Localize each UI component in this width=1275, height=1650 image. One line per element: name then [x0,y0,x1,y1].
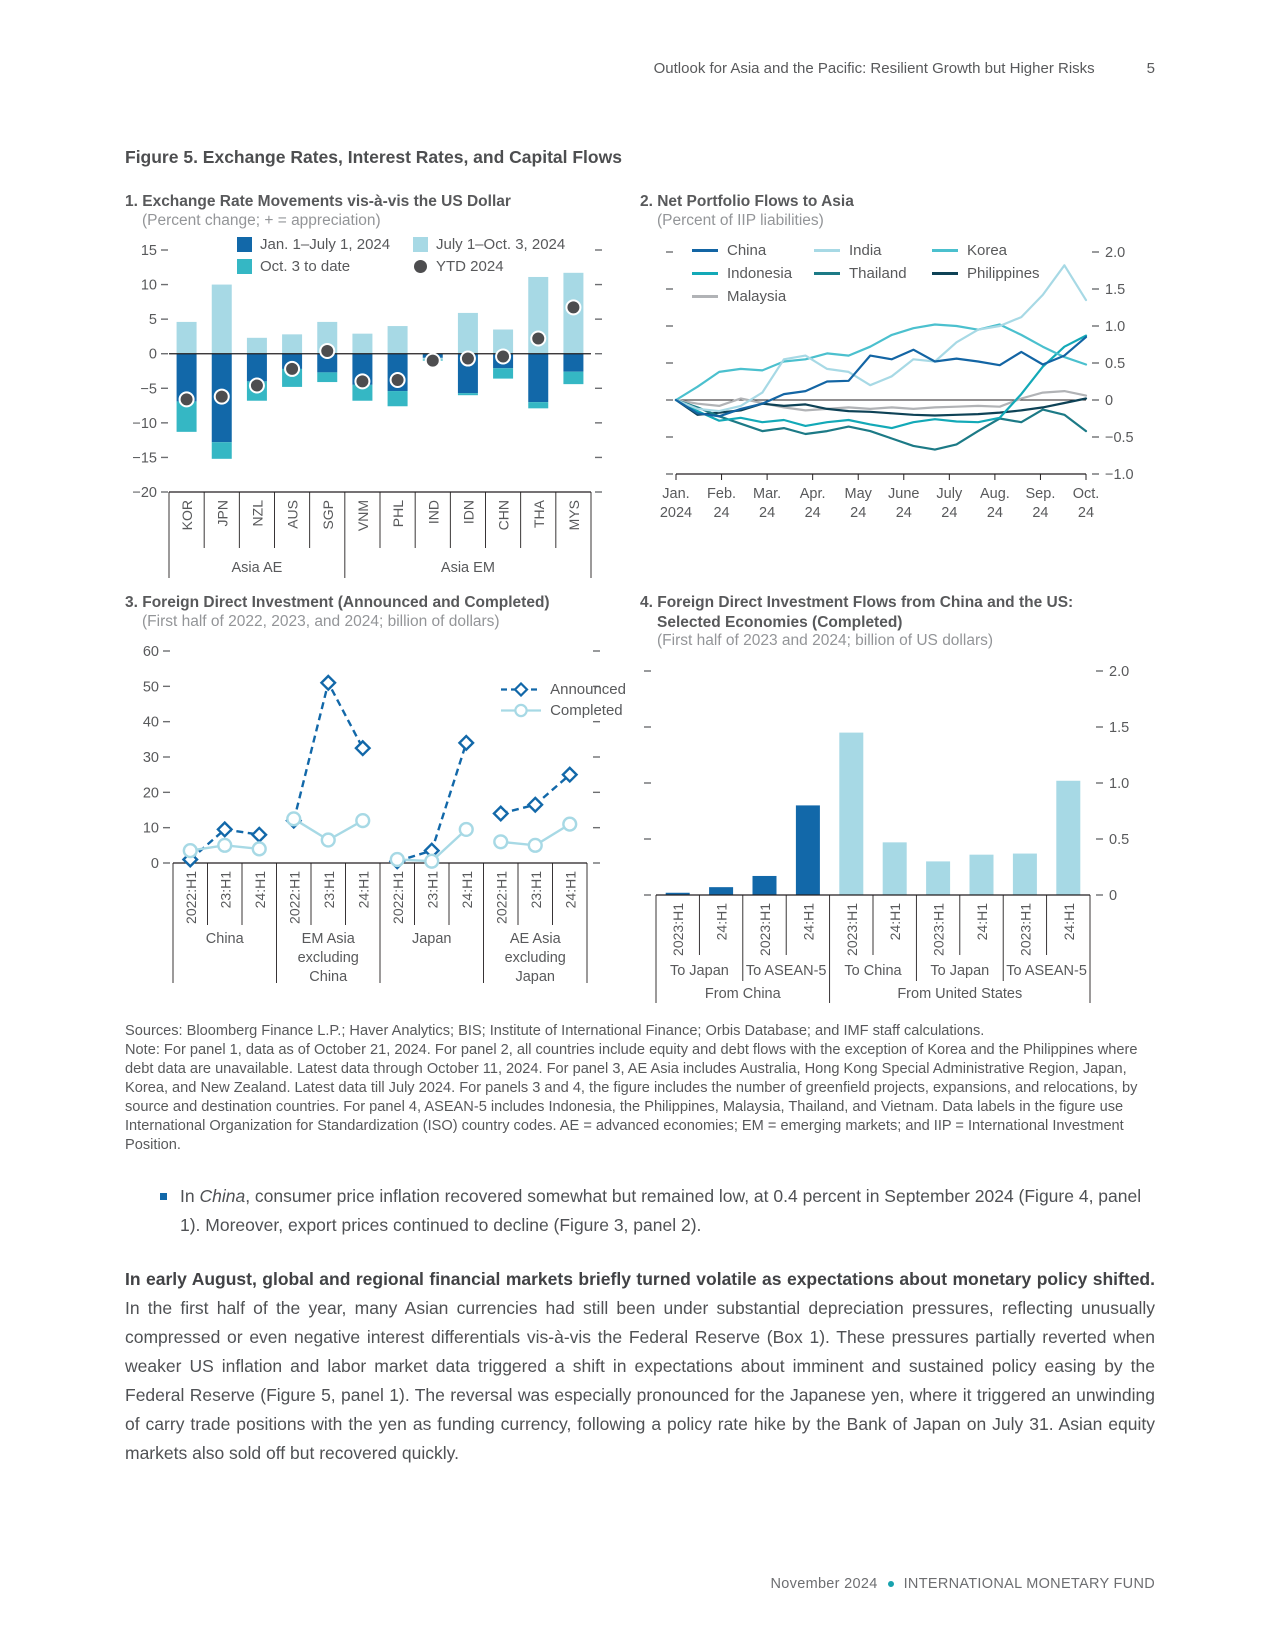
svg-text:CHN: CHN [495,500,512,531]
svg-text:IND: IND [425,500,442,525]
svg-text:Apr.: Apr. [799,486,826,502]
svg-text:2022:H1: 2022:H1 [389,871,406,924]
figure-title: Figure 5. Exchange Rates, Interest Rates, and Capital Flows [125,147,622,167]
svg-text:2.0: 2.0 [1109,664,1130,681]
svg-text:−1.0: −1.0 [1105,467,1134,483]
svg-text:23:H1: 23:H1 [217,871,234,909]
legend-swatch-light-blue [413,237,428,252]
page-number: 5 [1146,60,1155,77]
svg-text:excluding: excluding [297,950,359,966]
svg-text:KOR: KOR [179,500,196,531]
panel1-legend [237,234,565,277]
legend-line-indonesia [692,272,718,275]
svg-text:Sep.: Sep. [1025,486,1056,502]
svg-text:THA: THA [530,500,547,528]
completed-marker-icon [500,703,542,718]
footer-dot-icon [888,1581,894,1587]
svg-text:To China: To China [844,963,902,980]
svg-text:Oct.: Oct. [1072,486,1100,502]
svg-text:2023:H1: 2023:H1 [670,903,687,957]
svg-text:excluding: excluding [504,950,566,966]
svg-text:China: China [205,931,244,947]
announced-marker-icon [500,682,542,697]
svg-text:From United States: From United States [897,986,1023,1003]
panel1-subtitle: (Percent change; + = appreciation) [142,211,381,229]
svg-text:To Japan: To Japan [930,963,990,980]
svg-text:From China: From China [704,986,781,1003]
legend-label: YTD 2024 [436,258,504,275]
panel3-legend [500,679,626,721]
svg-text:1.5: 1.5 [1109,720,1130,737]
svg-text:24: 24 [895,505,912,521]
svg-text:24: 24 [986,505,1003,521]
svg-text:SGP: SGP [319,500,336,530]
bullet-item [125,1182,1155,1240]
svg-text:24: 24 [850,505,867,521]
svg-text:NZL: NZL [249,500,266,527]
svg-text:15: 15 [140,243,157,259]
svg-text:1.0: 1.0 [1105,319,1126,335]
svg-text:To ASEAN-5: To ASEAN-5 [745,963,827,980]
svg-text:2024: 2024 [659,505,693,521]
panel2-legend [692,240,1040,307]
svg-text:20: 20 [142,785,159,802]
svg-text:−0.5: −0.5 [1105,430,1134,446]
svg-text:Feb.: Feb. [707,486,737,502]
svg-text:2023:H1: 2023:H1 [843,903,860,957]
bullet-text: In China, consumer price inflation recovered somewhat but remained low, at 0.4 percent in September 2024 (Figure 4, panel 1). Moreover, export prices continued to decline (Figure 3, panel 2). [180,1186,1142,1236]
svg-text:24: 24 [1032,505,1049,521]
svg-text:0: 0 [150,856,159,872]
legend-swatch-dark-blue [237,237,252,252]
panel4-title-line2: Selected Economies (Completed) [657,613,903,631]
svg-text:60: 60 [142,644,159,660]
panel3-subtitle: (First half of 2022, 2023, and 2024; billion of dollars) [142,612,500,630]
page-header [125,0,1155,77]
svg-text:10: 10 [142,820,159,837]
legend-label: Oct. 3 to date [260,258,351,275]
svg-text:June: June [888,486,920,502]
svg-text:0: 0 [1105,393,1114,409]
panel4-subtitle: (First half of 2023 and 2024; billion of US dollars) [657,632,994,650]
svg-text:2023:H1: 2023:H1 [757,903,773,957]
svg-text:10: 10 [140,277,157,294]
paragraph-bold-lead: In early August, global and regional financial markets briefly turned volatile as expectations about monetary policy shifted. [125,1269,1155,1290]
svg-text:24: 24 [1077,505,1095,521]
figure-notes [125,1022,1155,1155]
svg-text:Asia AE: Asia AE [231,560,283,576]
svg-text:PHL: PHL [390,500,407,528]
legend-label: India [849,242,882,259]
legend-line-korea [932,249,958,252]
svg-text:AE Asia: AE Asia [509,931,561,947]
legend-line-india [814,249,840,252]
legend-swatch-teal [237,259,252,274]
svg-text:2022:H1: 2022:H1 [493,871,510,924]
legend-label: Malaysia [727,288,787,305]
panel4-title-line1: 4. Foreign Direct Investment Flows from China and the US: [640,594,1074,611]
svg-text:2022:H1: 2022:H1 [182,871,199,924]
panel2-subtitle: (Percent of IIP liabilities) [657,211,824,229]
svg-text:2023:H1: 2023:H1 [1017,903,1034,957]
svg-text:23:H1: 23:H1 [527,871,544,909]
legend-line-thailand [814,272,840,275]
footer-date: November 2024 [770,1576,878,1592]
svg-text:23:H1: 23:H1 [424,871,441,909]
svg-text:−5: −5 [140,381,157,398]
panel-net-portfolio-flows [640,192,1155,593]
svg-text:−15: −15 [132,450,157,467]
svg-text:5: 5 [148,312,157,329]
svg-text:IDN: IDN [460,500,477,525]
svg-text:Japan: Japan [515,969,556,985]
svg-text:Aug.: Aug. [979,486,1010,502]
legend-dot-icon [414,260,427,273]
svg-text:July: July [936,486,963,502]
svg-text:24: 24 [804,505,821,521]
legend-label: Thailand [849,265,907,282]
svg-text:MYS: MYS [565,500,582,531]
svg-text:24:H1: 24:H1 [458,871,475,909]
panel-fdi-flows-china-us [640,593,1155,1010]
svg-text:May: May [844,486,872,502]
body-paragraph [125,1265,1155,1468]
running-head: Outlook for Asia and the Pacific: Resilient Growth but Higher Risks [653,60,1095,77]
svg-text:2022:H1: 2022:H1 [286,871,303,924]
panel4-title [640,593,1155,632]
legend-label: Korea [967,242,1008,259]
svg-text:30: 30 [142,750,159,766]
svg-text:24:H1: 24:H1 [887,903,904,941]
svg-text:50: 50 [142,679,159,696]
note-text: Note: For panel 1, data as of October 21, 2024. For panel 2, all countries include equity and debt flows with the exception of Korea and the Philippines where debt data are unavailable. Latest data through October 11, 2024. For panel 3, AE Asia includes Australia, Hong Kong Special Administrative Region, Japan, Korea, and New Zealand. Latest data till July 2024. For panels 3 and 4, the figure includes the number of greenfield projects, expansions, and relocations, by source and destination countries. For panel 4, ASEAN-5 includes Indonesia, the Philippines, Malaysia, Thailand, and Vietnam. Data labels in the figure use International Organization for Standardization (ISO) country codes. AE = advanced economies; EM = emerging markets; and IIP = International Investment Position. [125,1042,1138,1154]
svg-text:Mar.: Mar. [753,486,782,502]
legend-line-china [692,249,718,252]
fdi-flows-bar-chart [640,651,1155,1005]
panel2-title: 2. Net Portfolio Flows to Asia [640,193,854,210]
svg-text:24:H1: 24:H1 [355,871,372,909]
svg-text:23:H1: 23:H1 [320,871,337,909]
svg-text:JPN: JPN [214,500,231,527]
figure-panels-grid [125,192,1155,1010]
svg-text:0.5: 0.5 [1109,832,1130,849]
legend-label: China [727,242,767,259]
legend-label: Philippines [967,265,1040,282]
sources-line: Sources: Bloomberg Finance L.P.; Haver Analytics; BIS; Institute of International Finance; Orbis Database; and IMF staff calculations. [125,1023,985,1040]
panel-exchange-rate-movements [125,192,640,593]
svg-text:AUS: AUS [284,500,301,529]
legend-label: Indonesia [727,265,793,282]
svg-text:China: China [309,969,348,985]
panel3-title: 3. Foreign Direct Investment (Announced and Completed) [125,594,550,611]
legend-label: Announced [550,681,626,698]
page-footer [771,1576,1155,1592]
svg-text:Japan: Japan [411,931,452,947]
svg-text:Asia EM: Asia EM [440,560,495,576]
svg-text:0: 0 [1109,888,1118,905]
svg-text:0.5: 0.5 [1105,356,1126,372]
footer-org: INTERNATIONAL MONETARY FUND [903,1576,1155,1592]
legend-line-malaysia [692,295,718,298]
svg-text:VNM: VNM [354,500,371,532]
svg-text:2023:H1: 2023:H1 [930,903,947,957]
svg-text:EM Asia: EM Asia [301,931,355,947]
svg-text:24:H1: 24:H1 [1060,903,1077,941]
svg-text:24:H1: 24:H1 [974,903,990,941]
svg-text:24: 24 [713,505,730,521]
svg-text:−20: −20 [132,485,157,501]
svg-text:40: 40 [142,714,159,731]
svg-text:24: 24 [941,505,958,521]
svg-text:24: 24 [759,505,776,521]
svg-text:1.5: 1.5 [1105,282,1126,298]
svg-text:2.0: 2.0 [1105,245,1126,261]
svg-text:Jan.: Jan. [662,486,690,502]
panel-fdi-announced-completed [125,593,640,1010]
svg-text:24:H1: 24:H1 [251,871,268,909]
svg-text:24:H1: 24:H1 [562,871,579,909]
svg-text:−10: −10 [132,415,157,432]
legend-line-philippines [932,272,958,275]
legend-label: Completed [550,702,623,719]
svg-text:To ASEAN-5: To ASEAN-5 [1006,963,1087,980]
legend-label: July 1–Oct. 3, 2024 [436,236,566,253]
bullet-square-icon [160,1193,167,1200]
svg-text:24:H1: 24:H1 [713,903,730,941]
svg-text:1.0: 1.0 [1109,776,1130,793]
svg-text:24:H1: 24:H1 [800,903,817,941]
paragraph-body: In the first half of the year, many Asian currencies had still been under substantial depreciation pressures, reflecting unusually compressed or even negative interest differentials vis-à-vis the Federal Reserve (Box 1). These pressures partially reverted when weaker US inflation and labor market data triggered a shift in expectations about imminent and sustained policy easing by the Federal Reserve (Figure 5, panel 1). The reversal was especially pronounced for the Japanese yen, where it triggered an unwinding of carry trade positions with the yen as funding currency, following a policy rate hike by the Bank of Japan on July 31. Asian equity markets also sold off but recovered quickly. [125,1298,1155,1464]
svg-text:0: 0 [148,346,157,363]
exchange-rate-bar-chart [125,236,640,588]
svg-text:To Japan: To Japan [669,963,729,980]
legend-label: Jan. 1–July 1, 2024 [260,236,391,253]
panel1-title: 1. Exchange Rate Movements vis-à-vis the US Dollar [125,193,511,210]
